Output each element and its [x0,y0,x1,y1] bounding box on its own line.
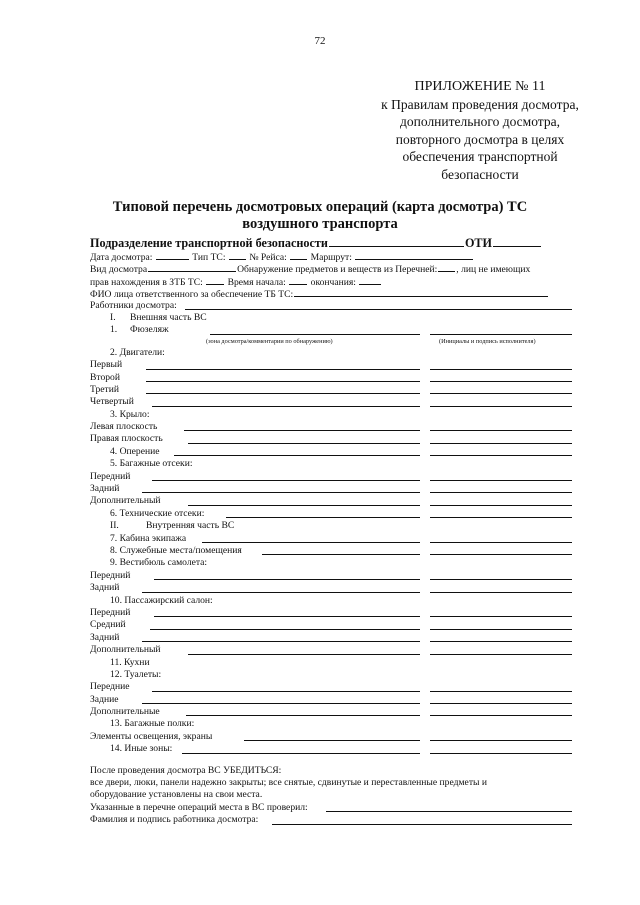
workers-field[interactable] [185,309,572,310]
item-label: 2. Двигатели: [110,346,165,358]
initials-field[interactable] [430,443,572,444]
initials-field[interactable] [430,641,572,642]
initials-field[interactable] [430,579,572,580]
row-engine-second [90,372,572,384]
section-internal [90,520,572,532]
initials-field[interactable] [430,492,572,493]
zone-field[interactable] [154,616,420,617]
item-service-areas [90,545,572,557]
oti-field[interactable] [493,237,541,247]
end-label: окончания: [310,276,356,288]
row-label: Задний [90,483,120,495]
initials-field[interactable] [430,554,572,555]
item-galleys [90,657,572,669]
appendix-line: повторного досмотра в целях [395,131,565,147]
row-engine-fourth [90,396,572,408]
initials-field[interactable] [430,542,572,543]
item-label: 5. Багажные отсеки: [110,458,193,470]
document-title [80,199,560,233]
right-row [90,275,572,287]
row-cabin-front [90,607,572,619]
initials-field[interactable] [430,455,572,456]
route-field[interactable] [355,250,473,260]
row-label: Средний [90,619,126,631]
zone-field[interactable] [188,505,420,506]
checked-row [90,802,572,814]
appendix-title: ПРИЛОЖЕНИЕ № 11 [414,79,546,94]
zone-field[interactable] [184,430,420,431]
zone-field[interactable] [146,393,420,394]
row-label: Дополнительный [90,644,161,656]
row-label: Третий [90,383,120,395]
initials-field[interactable] [430,505,572,506]
end-field[interactable] [359,275,381,285]
item-label: 3. Крыло: [110,408,150,420]
initials-caption: (Инициалы и подпись исполнителя) [439,337,536,345]
inspection-form [90,236,572,827]
appendix-line: безопасности [441,166,519,182]
row-label: Элементы освещения, экраны [90,730,213,742]
row-label: Задние [90,693,119,705]
initials-field[interactable] [430,430,572,431]
right-label: прав нахождения в ЗТБ ТС: [90,276,203,288]
zone-field[interactable] [188,654,420,655]
signature-label: Фамилия и подпись работника досмотра: [90,814,259,826]
zone-field[interactable] [146,369,420,370]
kind-field[interactable] [148,262,236,272]
section-external [90,312,572,324]
zone-field[interactable] [142,703,420,704]
section-number: II. [110,520,119,532]
initials-field[interactable] [430,616,572,617]
checked-field[interactable] [326,811,572,812]
item-label: 13. Багажные полки: [110,718,195,730]
item-label: Фюзеляж [130,324,169,336]
kind-row [90,262,572,274]
zone-field[interactable] [150,629,420,630]
zone-field[interactable] [202,542,420,543]
signature-field[interactable] [272,824,572,825]
initials-field[interactable] [430,654,572,655]
column-captions [90,337,572,347]
row-label: Четвертый [90,396,134,408]
document-title-line: Типовой перечень досмотровых операций (карта досмотра) ТС [112,199,528,215]
checked-label: Указанные в перечне операций места в ВС проверил: [90,801,308,813]
division-label: Подразделение транспортной безопасности [90,236,328,250]
item-label: 6. Технические отсеки: [110,507,205,519]
item-label: 4. Оперение [110,445,160,457]
responsible-row [90,287,572,299]
row-toilets-front [90,681,572,693]
row-label: Левая плоскость [90,421,158,433]
division-row [90,236,572,250]
row-engine-third [90,384,572,396]
footer-line: оборудование установлены на свои места. [90,789,263,801]
item-wing [90,409,572,421]
zone-field[interactable] [152,406,420,407]
section-number: I. [110,311,116,323]
item-fuselage [90,324,572,336]
division-field[interactable] [329,237,464,247]
zone-field[interactable] [244,740,420,741]
initials-field[interactable] [430,406,572,407]
item-other-zones [90,743,572,755]
initials-field[interactable] [430,691,572,692]
initials-field[interactable] [430,753,572,754]
start-label: Время начала: [227,276,286,288]
zone-field[interactable] [154,579,420,580]
type-field[interactable] [229,250,246,260]
kind-label: Вид досмотра [90,264,148,276]
oti-label: ОТИ [464,236,493,250]
zone-field[interactable] [226,517,420,518]
zone-field[interactable] [142,492,420,493]
row-label: Задний [90,582,120,594]
row-bay-extra [90,495,572,507]
detect-label: Обнаружение предметов и веществ из Перечней: [237,264,438,276]
item-cockpit [90,533,572,545]
initials-field[interactable] [430,592,572,593]
row-bay-front [90,471,572,483]
zone-field[interactable] [152,480,420,481]
zone-field[interactable] [174,455,420,456]
initials-field[interactable] [430,393,572,394]
row-label: Дополнительный [90,495,161,507]
appendix-block [330,78,630,183]
initials-field[interactable] [430,715,572,716]
row-vestibule-front [90,570,572,582]
date-row [90,250,572,262]
flight-field[interactable] [290,250,307,260]
zone-field[interactable] [142,592,420,593]
zone-field[interactable] [186,715,420,716]
document-title-line: воздушного транспорта [242,216,398,232]
detect-field[interactable] [438,262,455,272]
zone-field[interactable] [188,443,420,444]
zone-field[interactable] [182,753,420,754]
item-overhead-bins [90,718,572,730]
initials-field[interactable] [430,703,572,704]
initials-field[interactable] [430,740,572,741]
type-label: Тип ТС: [192,252,226,263]
row-label: Задний [90,631,120,643]
zone-field[interactable] [152,691,420,692]
row-label: Второй [90,371,120,383]
page-number: 72 [314,35,326,47]
row-toilets-rear [90,694,572,706]
item-number: 1. [110,324,118,336]
item-cabin [90,595,572,607]
item-label: 9. Вестибюль самолета: [110,557,208,569]
section-title: Внешняя часть ВС [130,311,207,323]
date-label: Дата досмотра: [90,252,153,263]
signature-row [90,814,572,826]
responsible-label: ФИО лица ответственного за обеспечение ТБ ТС: [90,289,294,301]
appendix-line: обеспечения транспортной [402,149,558,164]
appendix-line: к Правилам проведения досмотра, [381,96,579,112]
flight-label: № Рейса: [249,252,287,263]
row-cabin-rear [90,632,572,644]
item-label: 14. Иные зоны: [110,743,173,755]
row-cabin-extra [90,644,572,656]
initials-field[interactable] [430,517,572,518]
row-engine-first [90,359,572,371]
initials-field[interactable] [430,480,572,481]
initials-field[interactable] [430,381,572,382]
row-label: Передний [90,569,131,581]
item-vestibule [90,557,572,569]
row-lights [90,731,572,743]
row-label: Передние [90,681,130,693]
initials-field[interactable] [430,334,572,335]
footer-line: После проведения досмотра ВС УБЕДИТЬСЯ: [90,764,282,776]
row-wing-right [90,433,572,445]
row-label: Передний [90,470,131,482]
start-field[interactable] [289,275,307,285]
item-label: 8. Служебные места/помещения [110,544,242,556]
row-label: Передний [90,606,131,618]
responsible-field[interactable] [294,287,548,297]
row-toilets-extra [90,706,572,718]
zone-field[interactable] [262,554,420,555]
workers-label: Работники досмотра: [90,299,177,311]
zone-field[interactable] [210,334,420,335]
item-tail [90,446,572,458]
row-label: Правая плоскость [90,433,163,445]
item-engines [90,347,572,359]
item-baggage-bays [90,458,572,470]
row-cabin-middle [90,619,572,631]
date-field[interactable] [156,250,189,260]
row-bay-rear [90,483,572,495]
appendix-line: дополнительного досмотра, [400,114,560,129]
zone-field[interactable] [146,381,420,382]
row-label: Первый [90,359,123,371]
item-label: 12. Туалеты: [110,668,162,680]
footer-block [90,765,572,827]
route-label: Маршрут: [310,252,352,263]
right-field[interactable] [206,275,224,285]
item-label: 11. Кухни [110,656,150,668]
zone-field[interactable] [142,641,420,642]
workers-row [90,300,572,312]
item-toilets [90,669,572,681]
zone-caption: (зона досмотра/комментарии по обнаружению) [206,337,333,345]
initials-field[interactable] [430,369,572,370]
section-title: Внутренняя часть ВС [146,520,235,532]
footer-line: все двери, люки, панели надежно закрыты; все снятые, сдвинутые и переставленные предметы и [90,777,487,789]
item-tech-bays [90,508,572,520]
row-vestibule-rear [90,582,572,594]
row-label: Дополнительные [90,706,160,718]
initials-field[interactable] [430,629,572,630]
item-label: 7. Кабина экипажа [110,532,187,544]
row-wing-left [90,421,572,433]
persons-label: , лиц не имеющих [456,264,531,276]
item-label: 10. Пассажирский салон: [110,594,213,606]
